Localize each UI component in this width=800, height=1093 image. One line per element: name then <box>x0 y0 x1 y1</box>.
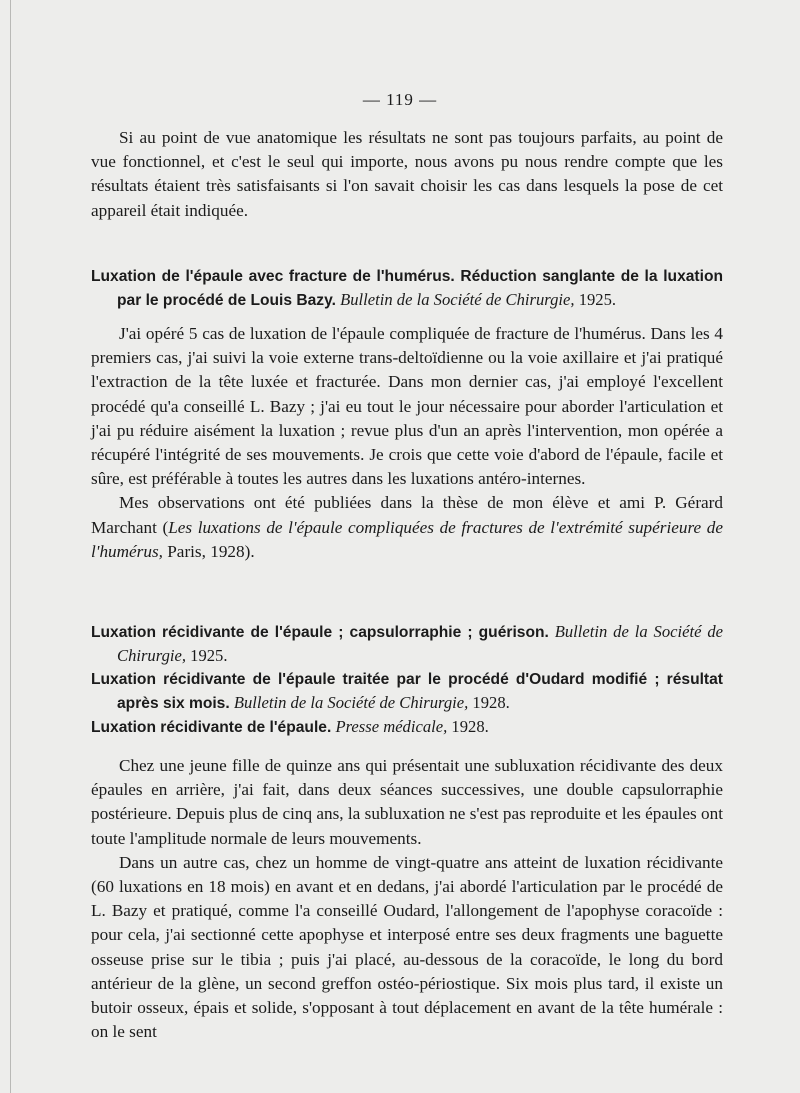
reference-year: 1925. <box>578 290 617 309</box>
reference-title: Luxation récidivante de l'épaule ; capsulorraphie ; guérison. <box>91 624 549 641</box>
reference-entry <box>91 667 723 715</box>
reference-entry <box>91 620 723 667</box>
body-section-1 <box>91 322 723 564</box>
reference-title: Luxation récidivante de l'épaule. <box>91 719 332 736</box>
reference-source: Presse médicale, <box>335 717 448 736</box>
body-paragraph-citation <box>91 491 723 564</box>
intro-paragraph: Si au point de vue anatomique les résultats ne sont pas toujours parfaits, au point de vue fonctionnel, et c'est le seul qui importe, nous avons pu nous rendre compte que les résultats étaient très satisfaisants si l'on savait choisir les cas dans lesquels la pose de cet appareil était indiquée. <box>91 128 723 220</box>
body-section-2 <box>91 754 723 1044</box>
citation-tail: Paris, 1928). <box>162 541 255 561</box>
citation-lead: Mes observations ont été publiées dans la thèse de mon élève et ami P. Gérard Marchant ( <box>91 493 723 537</box>
reference-source: Bulletin de la Société de Chirurgie, <box>340 290 575 309</box>
body-paragraph: Chez une jeune fille de quinze ans qui présentait une subluxation récidivante des deux épaules en arrière, j'ai fait, dans deux séances successives, une double capsulorraphie postérieure. Depuis plus de cinq ans, la subluxation ne s'est pas reproduite et les épaules ont toute l'amplitude normale de leurs mouvements. <box>91 756 723 848</box>
reference-entry <box>91 264 723 312</box>
reference-year: 1928. <box>472 693 510 712</box>
page-edge <box>10 0 11 1093</box>
reference-source: Bulletin de la Société de Chirurgie, <box>233 693 469 712</box>
reference-title: Luxation de l'épaule avec fracture de l'humérus. Réduction sanglante de la luxation par le procédé de Louis Bazy. <box>91 268 723 309</box>
reference-title: Luxation récidivante de l'épaule traitée par le procédé d'Oudard modifié ; résultat après six mois. <box>91 671 723 712</box>
reference-year: 1925. <box>190 646 228 665</box>
reference-entry <box>91 715 723 739</box>
reference-list <box>91 620 723 739</box>
reference-section-1 <box>91 264 723 312</box>
intro-section <box>91 126 723 223</box>
body-paragraph: J'ai opéré 5 cas de luxation de l'épaule compliquée de fracture de l'humérus. Dans les 4 premiers cas, j'ai suivi la voie externe trans-deltoïdienne ou la voie axillaire et j'ai pratiqué l'extraction de la tête luxée et fracturée. Dans mon dernier cas, j'ai employé l'excellent procédé qu'a conseillé L. Bazy ; j'ai eu tout le jour nécessaire pour aborder l'articulation et j'ai pu réduire aisément la luxation ; revue plus d'un an après l'intervention, mon opérée a récupéré l'intégrité de ses mouvements. Je crois que cette voie d'abord de l'épaule, facile et sûre, est préférable à toutes les autres dans les luxations antéro-internes. <box>91 324 723 489</box>
page-number: — 119 — <box>362 90 438 109</box>
thesis-title: Les luxations de l'épaule compliquées de fractures de l'extrémité supérieure de l'humérus, <box>91 517 723 561</box>
reference-source: Bulletin de la Société de Chirurgie, <box>117 622 723 665</box>
body-paragraph: Dans un autre cas, chez un homme de vingt-quatre ans atteint de luxation récidivante (60 luxations en 18 mois) en avant et en dedans, j'ai abordé l'articulation par le procédé de L. Bazy et pratiqué, comme l'a conseillé Oudard, l'allongement de l'apophyse coracoïde : pour cela, j'ai sectionné cette apophyse et interposé entre ses deux fragments une baguette osseuse prise sur le tibia ; puis j'ai placé, au-dessous de la coracoïde, le long du bord antérieur de la glène, un second greffon ostéo-périostique. Six mois plus tard, il existe un butoir osseux, épais et solide, s'opposant à tout déplacement en avant de la tête humérale : on le sent <box>91 852 723 1042</box>
reference-year: 1928. <box>451 717 489 736</box>
